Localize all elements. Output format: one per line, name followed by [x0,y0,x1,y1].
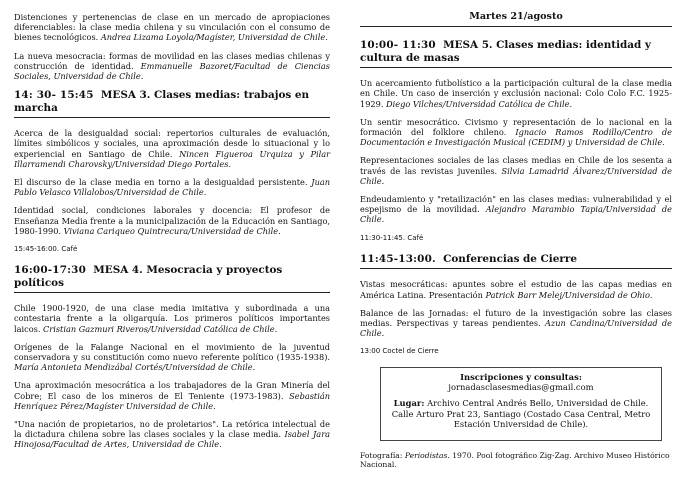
lugar-label: Lugar: [393,398,425,409]
entry-author: Viviana Cariqueo Quintrecura/Universidad de Chile. [63,225,281,236]
entry-author: Patrick Barr Melej/Universidad de Ohio. [485,289,653,300]
session-time: 16:00-17:30 [14,264,87,277]
entry-velasco [14,177,330,197]
credit-rest: . 1970. Pool fotográfico Zig-Zag. Archivo Museo Histórico Nacional. [360,450,670,469]
entry-title: El discurso de la clase media en torno a la desigualdad persistente. [14,177,312,188]
entry-marambio [360,194,672,225]
entry-author: Andrea Lizama Loyola/Magíster, Universidad de Chile. [100,32,328,43]
entry-title: Endeudamiento y "retailización" en las clases medias: vulnerabilidad y el espejismo de la movilidad. [360,194,672,215]
entry-candina [360,308,672,339]
session-heading-mesa3 [14,89,330,118]
session-title: MESA 3. Clases medias: trabajos en marcha [14,89,310,114]
entry-bazoret [14,51,330,82]
entry-title: Chile 1900-1920, de una clase media imitativa y subordinada a una contestaria frente a la oligarquía. Los primeros políticos importantes laicos. [14,303,330,334]
entry-author: Alejandro Marambio Tapia/Universidad de Chile. [360,204,672,225]
left-column [14,12,330,458]
entry-title: Vistas mesocráticas: apuntes sobre el estudio de las capas medias en América Latina. Presentación [360,279,672,300]
entry-henriquez [14,380,330,411]
session-time: 10:00- 11:30 [360,39,436,52]
entry-title: Una aproximación mesocrática a los trabajadores de la Gran Minería del Cobre; El caso de los mineros de El Teniente (1973-1983). [14,380,330,401]
session-heading-mesa4 [14,264,330,293]
right-column [360,12,672,469]
session-heading-mesa5 [360,39,672,68]
entry-jara [14,419,330,450]
entry-barr-melej [360,279,672,299]
entry-title: La nueva mesocracia: formas de movilidad en las clases medias chilenas y construcción de identidad. [14,50,330,71]
entry-figueroa [14,128,330,169]
session-title: Conferencias de Cierre [443,252,577,265]
entry-cariqueo [14,205,330,236]
entry-lizama [14,12,330,43]
entry-author: Cristian Gazmuri Riveros/Universidad Católica de Chile. [43,323,278,334]
photo-credit [360,451,672,470]
lugar-row [387,398,655,429]
entry-title: "Una nación de propietarios, no de proletarios". La retórica intelectual de la dictadura chilena sobre las clases sociales y la clase media. [14,419,330,440]
entry-author: Azun Candina/Universidad de Chile. [360,317,672,339]
entry-lamadrid [360,155,672,186]
entry-gazmuri [14,303,330,334]
entry-author: Nincen Figueroa Urquiza y Pilar Illarramendi Charovsky/Universidad Diego Portales. [14,148,330,169]
session-title: MESA 5. Clases medias: identidad y cultura de masas [360,39,651,64]
session-heading-closing [360,253,672,270]
entry-title: Un acercamiento futbolístico a la participación cultural de la clase media en Chile. Un caso de inserción y exclusión nacional: Colo Colo F.C. 1925-1929. [360,78,672,109]
contact-box [380,367,662,441]
entry-title: Un sentir mesocrático. Civismo y representación de lo nacional en la formación del folklore chileno. [360,116,672,138]
entry-title: Acerca de la desigualdad social: repertorios culturales de evaluación, límites simbólicos y sociales, una aproximación desde lo situacional y lo experiencial en Santiago de Chile. [14,128,330,159]
coffee-break-2: 11:30-11:45. Café [360,233,424,242]
entry-title: Balance de las Jornadas: el futuro de la investigación sobre las clases medias. Perspectivas y tareas pendientes. [360,307,672,328]
entry-author: Silvia Lamadrid Álvarez/Universidad de Chile. [360,165,672,186]
coffee-break-1: 15:45-16:00. Café [14,245,78,254]
lugar-address: Archivo Central Andrés Bello, Universidad de Chile. Calle Arturo Prat 23, Santiago (Costado Casa Central, Metro Estación Universidad de Chile). [391,398,651,430]
entry-title: Representaciones sociales de las clases medias en Chile de los sesenta a través de las revistas juveniles. [360,155,672,176]
entry-author: Sebastián Henríquez Pérez/Magíster Universidad de Chile. [14,390,330,411]
inscripciones-label: Inscripciones y consultas: [460,371,582,382]
entry-author: Juan Pablo Velasco Villalobos/Universidad de Chile. [14,177,330,198]
inscripciones-row [387,372,655,393]
session-time: 11:45-13:00. [360,252,436,265]
entry-title: Distenciones y pertenencias de clase en un mercado de apropiaciones diferenciables: la clase media chilena y su vinculación con el consumo de bienes tecnológicos. [14,12,330,43]
entry-author: María Antonieta Mendizábal Cortés/Universidad de Chile. [14,362,256,373]
entry-mendizabal [14,342,330,373]
credit-prefix: Fotografía: [360,450,405,460]
day-heading: Martes 21/agosto [360,12,672,27]
entry-title: Orígenes de la Falange Nacional en el movimiento de la juventud conservadora y su constitución como nuevo referente político (1935-1938). [14,341,330,363]
entry-author: Isabel Jara Hinojosa/Facultad de Artes, Universidad de Chile. [14,429,330,450]
session-title: MESA 4. Mesocracia y proyectos políticos [14,264,283,289]
entry-author: Emmanuelle Bazoret/Facultad de Ciencias Sociales, Universidad de Chile. [14,60,330,82]
closing-cocktail: 13:00 Coctel de Cierre [360,347,439,356]
contact-email[interactable]: jornadasclasesmedias@gmail.com [448,381,594,392]
session-time: 14: 30- 15:45 [14,89,94,102]
entry-vilches [360,78,672,109]
credit-source: Periodistas [404,450,448,460]
entry-title: Identidad social, condiciones laborales y docencia: El profesor de Enseñanza Media frente a la municipalización de la Educación en Santiago, 1980-1990. [14,205,330,236]
entry-author: Diego Vilches/Universidad Católica de Chile. [386,98,573,109]
entry-ramos [360,117,672,148]
entry-author: Ignacio Ramos Rodillo/Centro de Documentación e Investigación Musical (CEDIM) y Universidad de Chile. [360,127,672,148]
